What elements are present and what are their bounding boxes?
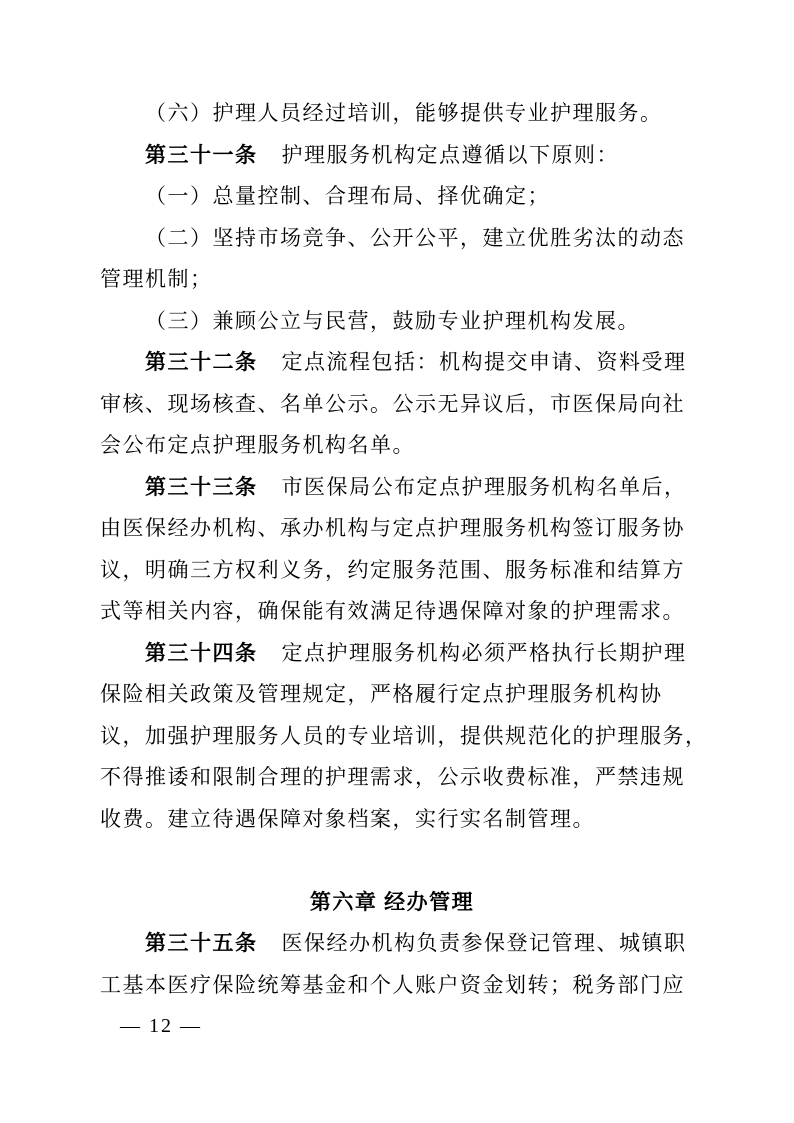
text-line	[100, 965, 684, 1007]
line-text: 医保经办机构负责参保登记管理、城镇职	[281, 931, 687, 955]
line-text: （六）护理人员经过培训，能够提供专业护理服务。	[145, 101, 663, 125]
text-line	[100, 135, 684, 177]
text-line	[100, 674, 684, 716]
text-line	[100, 93, 684, 135]
line-text: （二）坚持市场竞争、公开公平，建立优胜劣汰的动态	[145, 225, 685, 250]
line-text: 工基本医疗保险统筹基金和个人账户资金划转；税务部门应	[100, 972, 685, 997]
text-line	[100, 301, 684, 343]
line-text: 审核、现场核查、名单公示。公示无异议后，市医保局向社	[100, 391, 685, 416]
text-line	[100, 923, 687, 965]
chapter-heading: 第六章 经办管理	[309, 889, 475, 914]
text-line	[100, 799, 684, 841]
line-text: 保险相关政策及管理规定，严格履行定点护理服务机构协	[100, 682, 663, 706]
page-number: — 12 —	[120, 1015, 202, 1037]
line-text: 由医保经办机构、承办机构与定点护理服务机构签订服务协	[100, 516, 685, 540]
text-line	[100, 342, 687, 384]
article-number: 第三十四条	[145, 640, 258, 665]
line-text: 市医保局公布定点护理服务机构名单后，	[281, 474, 687, 499]
text-line	[100, 425, 684, 467]
text-line	[100, 550, 684, 592]
text-line	[100, 508, 684, 550]
line-text: 收费。建立待遇保障对象档案，实行实名制管理。	[100, 806, 595, 831]
text-line	[100, 716, 708, 758]
text-line	[100, 757, 684, 799]
article-number: 第三十一条	[145, 142, 258, 167]
line-text: 护理服务机构定点遵循以下原则：	[281, 142, 619, 167]
line-text: 议，加强护理服务人员的专业培训，提供规范化的护理服务，	[100, 723, 708, 748]
line-text: 议，明确三方权利义务，约定服务范围、服务标准和结算方	[100, 557, 685, 582]
line-text: 管理机制；	[100, 267, 213, 291]
line-text: （三）兼顾公立与民营，鼓励专业护理机构发展。	[145, 308, 640, 333]
text-line	[100, 467, 687, 509]
text-line	[100, 591, 684, 633]
article-number: 第三十五条	[145, 931, 258, 955]
document-body	[100, 93, 708, 1006]
text-line	[100, 218, 684, 260]
text-line	[100, 176, 684, 218]
blank-line	[100, 840, 684, 882]
line-text: 式等相关内容，确保能有效满足待遇保障对象的护理需求。	[100, 599, 685, 623]
line-text: 会公布定点护理服务机构名单。	[100, 433, 415, 457]
line-text: 定点护理服务机构必须严格执行长期护理	[281, 640, 687, 665]
text-line	[100, 633, 687, 675]
line-text: 不得推诿和限制合理的护理需求，公示收费标准，严禁违规	[100, 765, 685, 789]
article-number: 第三十三条	[145, 474, 258, 499]
line-text: 定点流程包括：机构提交申请、资料受理	[281, 350, 687, 374]
line-text: （一）总量控制、合理布局、择优确定；	[145, 184, 550, 208]
article-number: 第三十二条	[145, 350, 258, 374]
text-line	[100, 384, 684, 426]
text-line	[100, 259, 684, 301]
